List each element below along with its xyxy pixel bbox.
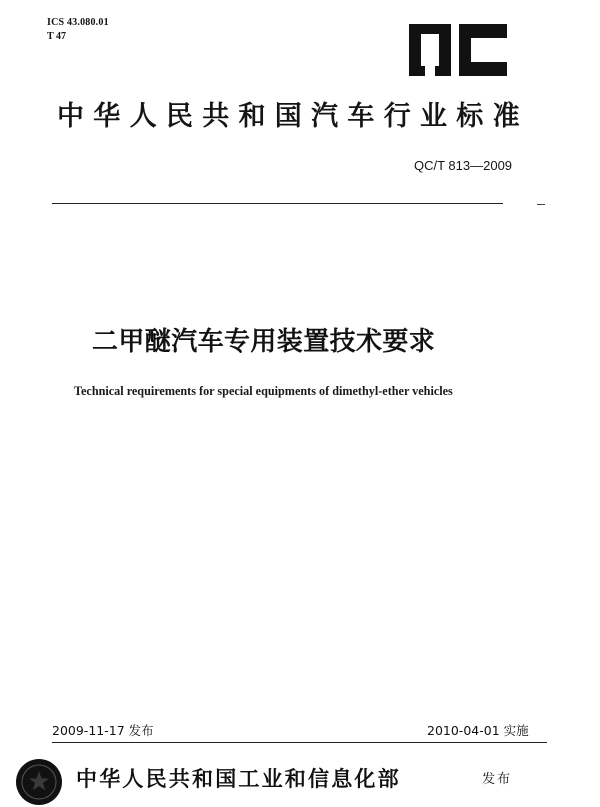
title-english: Technical requirements for special equipments of dimethyl-ether vehicles	[74, 384, 453, 398]
ics-code: ICS 43.080.01	[47, 17, 109, 28]
header-divider	[52, 203, 503, 204]
issuing-authority: 中华人民共和国工业和信息化部	[76, 767, 401, 791]
issuer-suffix: 发布	[482, 772, 513, 787]
national-emblem-icon	[14, 757, 64, 807]
header-divider-tick	[537, 204, 545, 205]
classification-code: T 47	[47, 31, 66, 42]
standard-category: 中华人民共和国汽车行业标准	[57, 101, 529, 132]
issue-date: 2009-11-17 发布	[52, 723, 154, 738]
title-chinese: 二甲醚汽车专用装置技术要求	[92, 327, 436, 357]
standard-number: QC/T 813—2009	[414, 158, 513, 173]
implementation-date: 2010-04-01 实施	[427, 723, 529, 738]
footer-divider	[52, 742, 547, 743]
qc-logo	[407, 22, 511, 78]
